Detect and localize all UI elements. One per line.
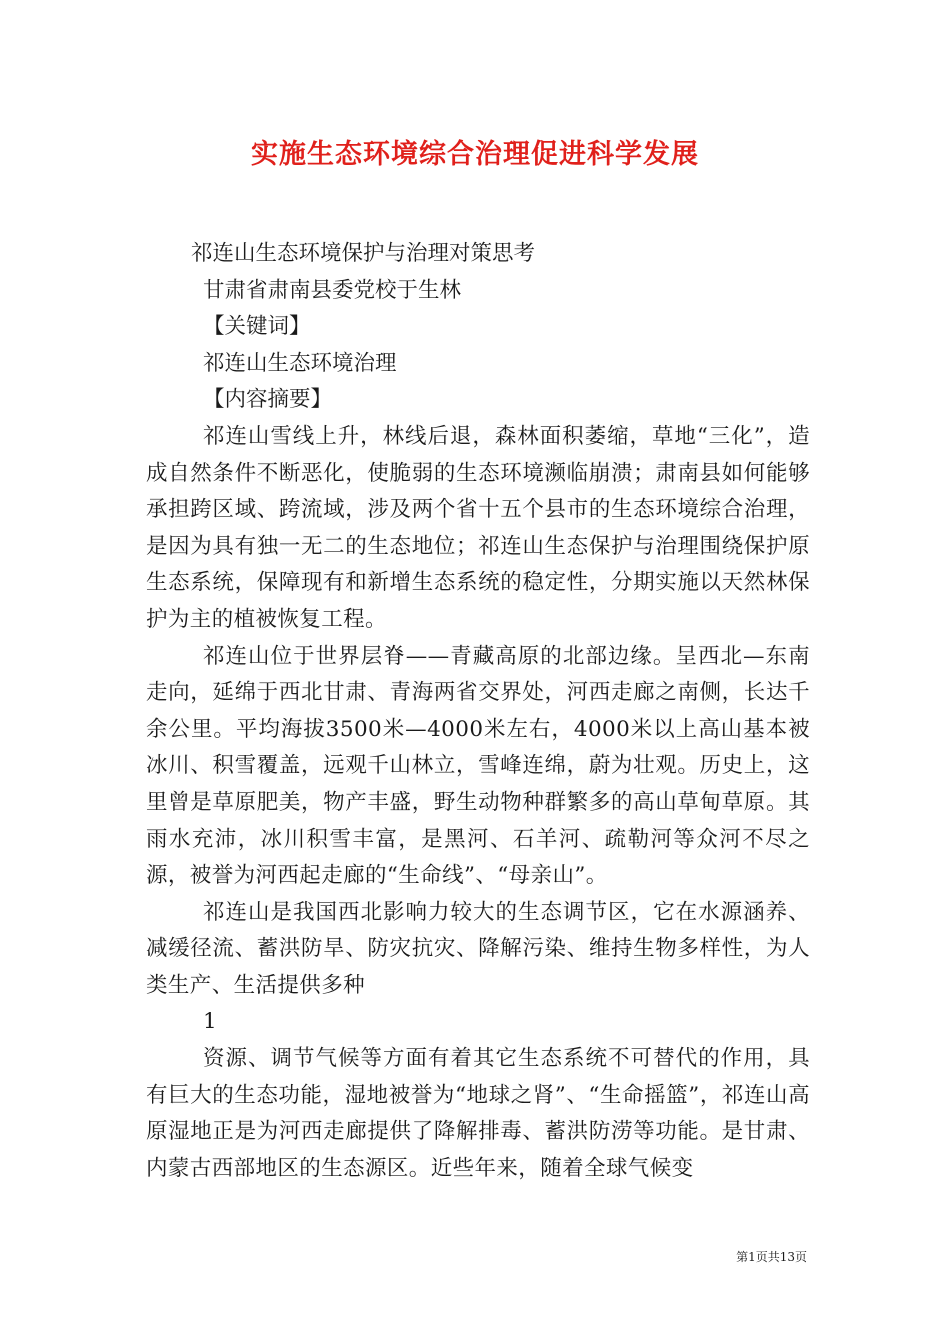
inline-page-number: 1 <box>203 1009 217 1035</box>
keywords-text: 祁连山生态环境治理 <box>203 350 397 376</box>
author-line: 甘肃省肃南县委党校于生林 <box>203 277 462 303</box>
document-subtitle: 祁连山生态环境保护与治理对策思考 <box>191 241 536 266</box>
paragraph-continuation: 资源、调节气候等方面有着其它生态系统不可替代的作用，具有巨大的生态功能，湿地被誉为“地球之肾”、“生命摇篮”，祁连山高原湿地正是为河西走廊提供了降解排毒、蓄洪防涝等功能。是甘肃、内蒙古西部地区的生态源区。近些年来，随着全球气候变 <box>146 1046 810 1181</box>
keywords-heading: 【关键词】 <box>203 314 311 340</box>
paragraph: 祁连山雪线上升，林线后退，森林面积萎缩，草地“三化”，造成自然条件不断恶化，使脆弱的生态环境濒临崩溃；肃南县如何能够承担跨区域、跨流域，涉及两个省十五个县市的生态环境综合治理，是因为具有独一无二的生态地位；祁连山生态保护与治理围绕保护原生态系统，保障现有和新增生态系统的稳定性，分期实施以天然林保护为主的植被恢复工程。 <box>146 423 810 632</box>
paragraph: 祁连山位于世界层脊——青藏高原的北部边缘。呈西北—东南走向，延绵于西北甘肃、青海两省交界处，河西走廊之南侧，长达千余公里。平均海拔3500米—4000米左右，4000米以上高山基本被冰川、积雪覆盖，远观千山林立，雪峰连绵，蔚为壮观。历史上，这里曾是草原肥美，物产丰盛，野生动物种群繁多的高山草甸草原。其雨水充沛，冰川积雪丰富，是黑河、石羊河、疏勒河等众河不尽之源，被誉为河西起走廊的“生命线”、“母亲山”。 <box>146 643 810 889</box>
abstract-heading: 【内容摘要】 <box>203 387 333 413</box>
document-body <box>146 236 810 1187</box>
document-title: 实施生态环境综合治理促进科学发展 <box>251 139 699 170</box>
page-footer-label: 第1页共13页 <box>736 1250 807 1264</box>
paragraph: 祁连山是我国西北影响力较大的生态调节区，它在水源涵养、减缓径流、蓄洪防旱、防灾抗灾、降解污染、维持生物多样性，为人类生产、生活提供多种 <box>146 899 810 998</box>
